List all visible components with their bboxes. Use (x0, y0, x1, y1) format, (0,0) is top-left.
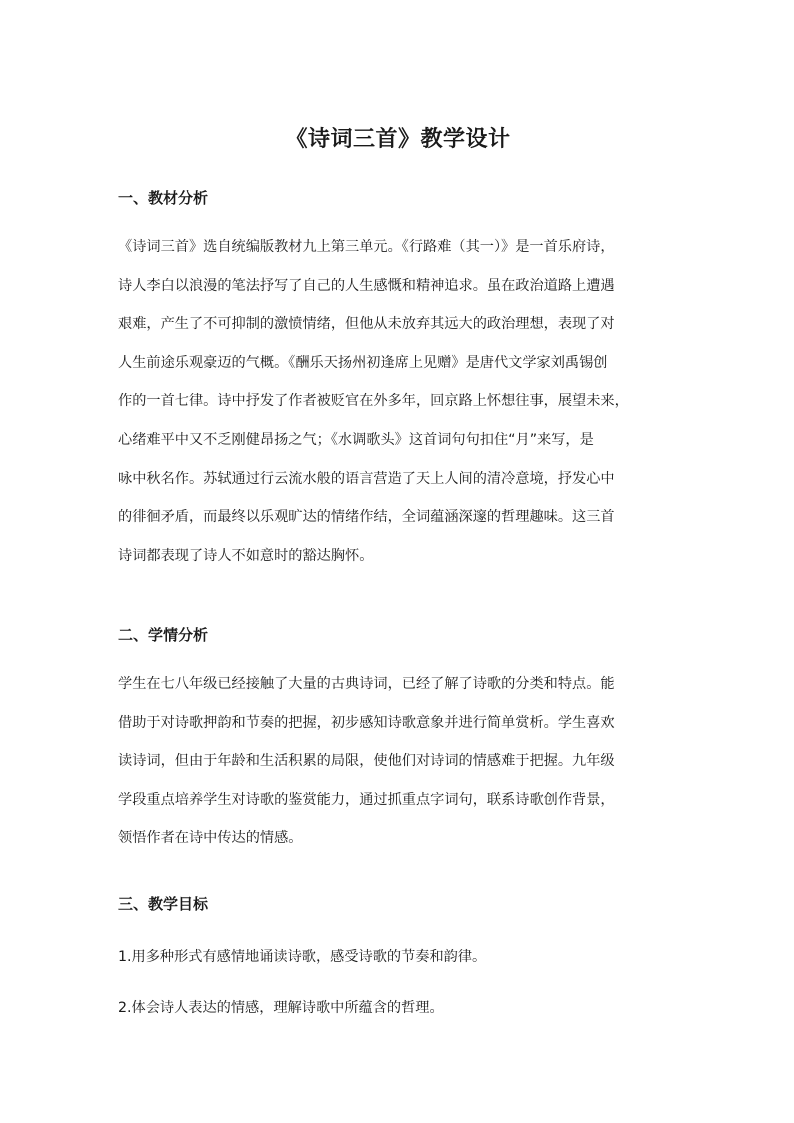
paragraph-student-analysis (118, 665, 678, 858)
document-title: 《诗词三首》教学设计 (285, 127, 511, 152)
paragraph-line: 借助于对诗歌押韵和节奏的把握，初步感知诗歌意象并进行简单赏析。学生喜欢 (118, 714, 615, 731)
paragraph-line: 学段重点培养学生对诗歌的鉴赏能力，通过抓重点字词句，联系诗歌创作背景， (118, 791, 615, 808)
paragraph-line: 心绪难平中又不乏刚健昂扬之气；《水调歌头》这首词句句扣住“月”来写，是 (118, 431, 594, 448)
paragraph-line: 的徘徊矛盾，而最终以乐观旷达的情绪作结，全词蕴涵深邃的哲理趣味。这三首 (118, 509, 615, 526)
paragraph-line: 诗词都表现了诗人不如意时的豁达胸怀。 (118, 547, 374, 564)
paragraph-line: 领悟作者在诗中传达的情感。 (118, 830, 303, 847)
teaching-goal-item: 1.用多种形式有感情地诵读诗歌，感受诗歌的节奏和韵律。 (118, 949, 487, 965)
section-heading-textbook-analysis: 一、教材分析 (118, 189, 209, 207)
paragraph-line: 作的一首七律。诗中抒发了作者被贬官在外多年，回京路上怀想往事，展望未来， (118, 393, 629, 410)
paragraph-line: 诗人李白以浪漫的笔法抒写了自己的人生感慨和精神追求。虽在政治道路上遭遇 (118, 277, 615, 294)
paragraph-line: 咏中秋名作。苏轼通过行云流水般的语言营造了天上人间的清冷意境，抒发心中 (118, 470, 615, 487)
paragraph-line: 人生前途乐观豪迈的气概。《酬乐天扬州初逢席上见赠》是唐代文学家刘禹锡创 (118, 354, 608, 371)
paragraph-line: 《诗词三首》选自统编版教材九上第三单元。《行路难（其一）》是一首乐府诗， (118, 239, 615, 255)
paragraph-line: 艰难，产生了不可抑制的激愤情绪，但他从未放弃其远大的政治理想，表现了对 (118, 316, 615, 333)
teaching-goal-item: 2.体会诗人表达的情感，理解诗歌中所蕴含的哲理。 (118, 1000, 444, 1016)
section-heading-teaching-goals: 三、教学目标 (118, 895, 209, 913)
paragraph-line: 读诗词，但由于年龄和生活积累的局限，使他们对诗词的情感难于把握。九年级 (118, 753, 615, 770)
section-heading-student-analysis: 二、学情分析 (118, 626, 209, 644)
paragraph-textbook-analysis (118, 228, 678, 575)
paragraph-line: 学生在七八年级已经接触了大量的古典诗词，已经了解了诗歌的分类和特点。能 (118, 676, 615, 692)
